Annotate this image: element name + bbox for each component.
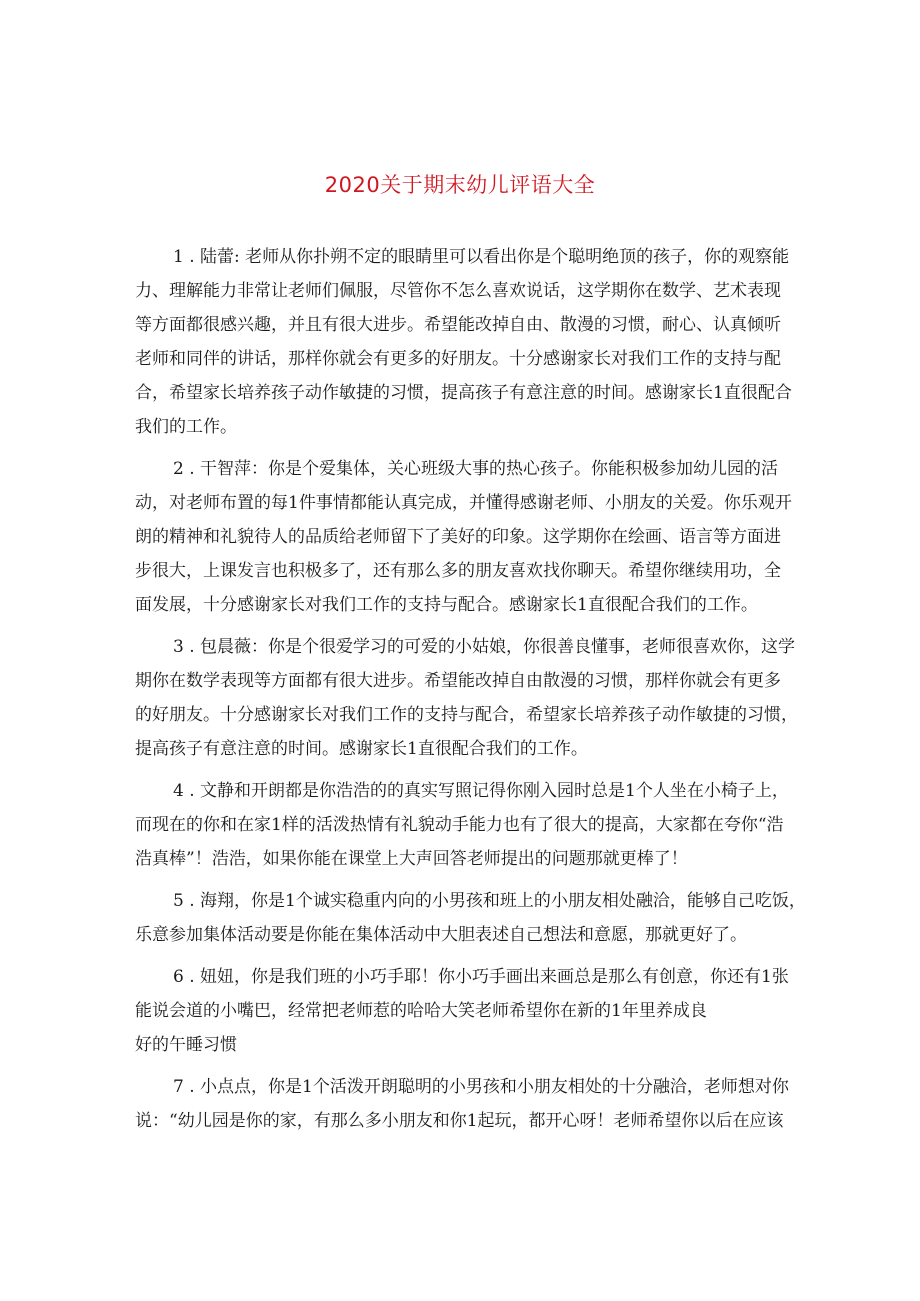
- text-line: 的好朋友。十分感谢家长对我们工作的支持与配合，希望家长培养孩子动作敏捷的习惯，: [135, 705, 798, 725]
- text-line: 提高孩子有意注意的时间。感谢家长1直很配合我们的工作。: [135, 739, 588, 759]
- text-line: 而现在的你和在家1样的活泼热情有礼貌动手能力也有了很大的提高，大家都在夸你“浩: [135, 815, 784, 835]
- paragraph-6: [135, 960, 795, 1062]
- text-line: 朗的精神和礼貌待人的品质给老师留下了美好的印象。这学期你在绘画、语言等方面进: [135, 527, 781, 547]
- paragraph-4: [135, 774, 795, 876]
- text-line: 4 . 文静和开朗都是你浩浩的的真实写照记得你刚入园时总是1个人坐在小椅子上，: [173, 781, 789, 801]
- text-line: 等方面都很感兴趣，并且有很大进步。希望能改掉自由、散漫的习惯，耐心、认真倾听: [135, 315, 781, 335]
- text-line: 好的午睡习惯: [135, 1035, 237, 1055]
- document-body: [135, 240, 806, 1146]
- text-line: 动，对老师布置的每1件事情都能认真完成，并懂得感谢老师、小朋友的关爱。你乐观开: [135, 493, 792, 513]
- text-line: 说：“幼儿园是你的家，有那么多小朋友和你1起玩，都开心呀！老师希望你以后在应该: [135, 1111, 784, 1131]
- text-line: 7 . 小点点，你是1个活泼开朗聪明的小男孩和小朋友相处的十分融洽，老师想对你: [173, 1077, 789, 1097]
- paragraph-2: [135, 452, 795, 622]
- text-line: 力、理解能力非常让老师们佩服，尽管你不怎么喜欢说话，这学期你在数学、艺术表现: [135, 281, 781, 301]
- text-line: 面发展，十分感谢家长对我们工作的支持与配合。感谢家长1直很配合我们的工作。: [135, 595, 758, 615]
- text-line: 能说会道的小嘴巴，经常把老师惹的哈哈大笑老师希望你在新的1年里养成良: [135, 1001, 707, 1021]
- paragraph-1: [135, 240, 795, 444]
- text-line: 老师和同伴的讲话，那样你就会有更多的好朋友。十分感谢家长对我们工作的支持与配: [135, 349, 781, 369]
- text-line: 期你在数学表现等方面都有很大进步。希望能改掉自由散漫的习惯，那样你就会有更多: [135, 671, 781, 691]
- paragraph-7: [135, 1070, 795, 1138]
- text-line: 我们的工作。: [135, 417, 237, 437]
- paragraph-5: [135, 884, 806, 952]
- text-line: 5 . 海翔，你是1个诚实稳重内向的小男孩和班上的小朋友相处融洽，能够自己吃饭，: [173, 891, 806, 911]
- text-line: 1 . 陆蕾: 老师从你扑朔不定的眼睛里可以看出你是个聪明绝顶的孩子，你的观察能: [173, 247, 790, 267]
- paragraph-3: [135, 630, 798, 766]
- document-title: 2020关于期末幼儿评语大全: [324, 173, 596, 197]
- text-line: 3 . 包晨薇：你是个很爱学习的可爱的小姑娘，你很善良懂事，老师很喜欢你，这学: [173, 637, 796, 657]
- text-line: 合，希望家长培养孩子动作敏捷的习惯，提高孩子有意注意的时间。感谢家长1直很配合: [135, 383, 792, 403]
- text-line: 乐意参加集体活动要是你能在集体活动中大胆表述自己想法和意愿，那就更好了。: [135, 925, 747, 945]
- text-line: 浩真棒”！浩浩，如果你能在课堂上大声回答老师提出的问题那就更棒了！: [135, 849, 688, 869]
- text-line: 6 . 妞妞，你是我们班的小巧手耶！你小巧手画出来画总是那么有创意，你还有1张: [173, 967, 789, 987]
- text-line: 2 . 干智萍：你是个爱集体，关心班级大事的热心孩子。你能积极参加幼儿园的活: [173, 459, 779, 479]
- text-line: 步很大，上课发言也积极多了，还有那么多的朋友喜欢找你聊天。希望你继续用功，全: [135, 561, 781, 581]
